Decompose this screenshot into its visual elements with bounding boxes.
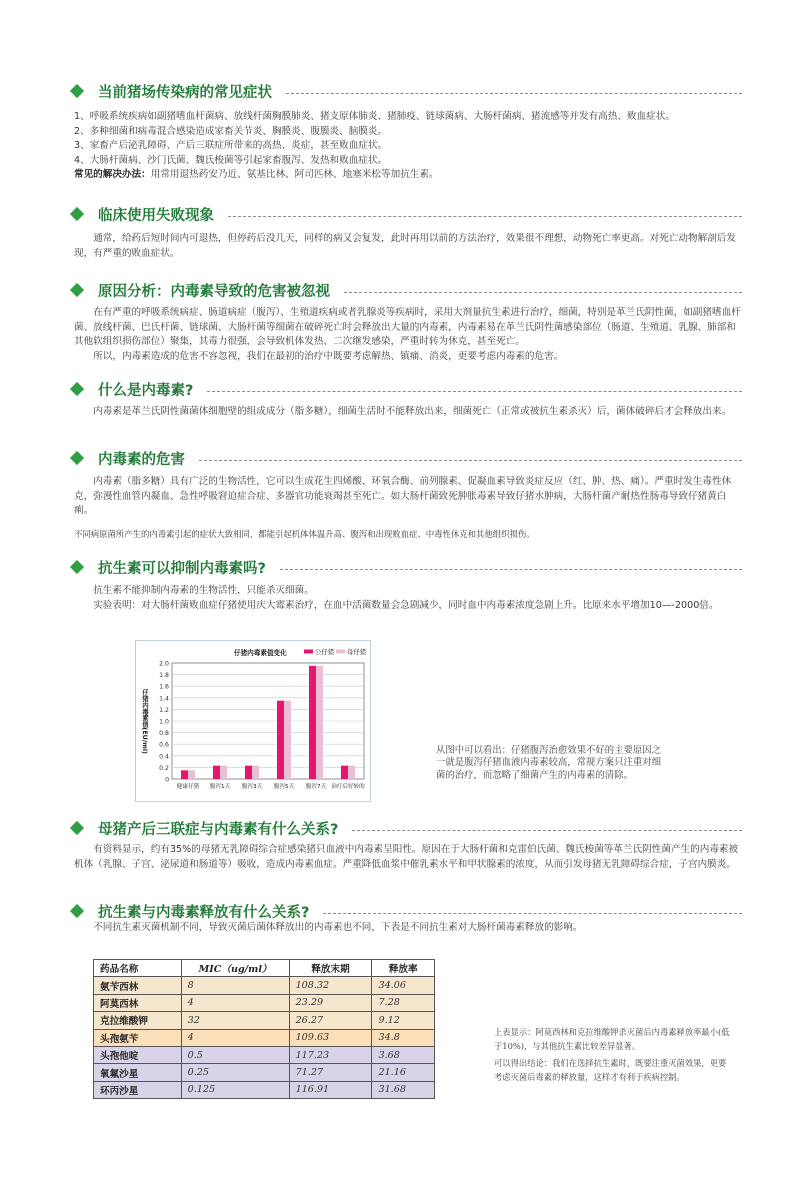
diamond-bullet-icon: [70, 904, 84, 918]
bar: [213, 766, 220, 779]
chart-caption: 从图中可以看出：仔猪腹泻治愈效果不好的主要原因之一就是腹泻仔猪血液内毒素较高，常规方案只注重对细菌的治疗，而忽略了细菌产生的内毒素的清除。: [436, 745, 662, 781]
diamond-bullet-icon: [70, 821, 84, 835]
table-row: [94, 977, 435, 994]
drug-name-cell: 头孢他啶: [94, 1046, 182, 1063]
x-category-label: 健康仔猪: [176, 784, 200, 790]
dashed-divider: [280, 569, 742, 570]
mic-cell: 0.25: [181, 1064, 289, 1081]
symptom-line: 3、家畜产后泌乳障碍、产后三联症所带来的高热、炎症，甚至败血症状。: [74, 140, 388, 152]
diamond-bullet-icon: [70, 382, 84, 396]
section-title: 抗生素可以抑制内毒素吗?: [98, 560, 266, 577]
release-end-cell: 116.91: [289, 1081, 372, 1098]
dashed-divider: [344, 292, 742, 293]
table-row: [94, 994, 435, 1011]
diamond-bullet-icon: [70, 451, 84, 465]
release-rate-cell: 9.12: [372, 1012, 435, 1029]
x-category-label: 腹泻3天: [241, 784, 263, 790]
release-rate-cell: 34.8: [372, 1029, 435, 1046]
dashed-divider: [286, 93, 742, 94]
table-body: [94, 977, 435, 1099]
section-body: [74, 475, 742, 541]
section-body: [74, 110, 742, 183]
section-heading: [72, 556, 742, 578]
y-tick-label: 0.6: [159, 741, 169, 749]
paragraph: 抗生素不能抑制内毒素的生物活性，只能杀灭细菌。: [93, 585, 314, 596]
y-tick-label: 1.8: [159, 672, 169, 680]
section-body: [74, 306, 742, 364]
section-title: 当前猪场传染病的常见症状: [98, 84, 272, 101]
section-heading: [72, 817, 742, 839]
mic-cell: 0.125: [181, 1081, 289, 1098]
paragraph: 内毒素（脂多糖）具有广泛的生物活性，它可以生成花生四烯酸、环氧合酶、前列腺素、促凝血素导致炎症反应（红、肿、热、痛）。严重时发生毒性休克，弥漫性血管内凝血、急性呼吸窘迫症合症、多器官功能衰竭甚至死亡。如大肠杆菌致死肿胀毒素导致仔猪水肿病，大肠杆菌产耐热性肠毒导致仔猪黄白痢。: [74, 476, 732, 517]
bar: [252, 766, 259, 779]
release-end-cell: 71.27: [289, 1064, 372, 1081]
endotoxin-bar-chart: [135, 640, 371, 802]
mic-cell: 0.5: [181, 1046, 289, 1063]
paragraph: 所以，内毒素造成的危害不容忽视，我们在最初的治疗中既要考虑解热、镇痛、消炎，更要考虑内毒素的危害。: [93, 350, 564, 362]
table-note: 上表显示：阿莫西林和克拉维酸钾杀灭菌后内毒素释放率最小(低于10%)，与其他抗生素比较差异显著。: [494, 1027, 730, 1051]
mic-cell: 4: [181, 994, 289, 1011]
section-body: [74, 921, 742, 936]
y-tick-label: 1.2: [159, 706, 169, 714]
drug-name-cell: 阿莫西林: [94, 994, 182, 1011]
release-rate-cell: 21.16: [372, 1064, 435, 1081]
section-heading: [72, 447, 742, 469]
symptom-line: 1、呼吸系统疾病如副猪嗜血杆菌病、放线杆菌胸膜肺炎、猪支原体肺炎、猪肺疫、链球菌病、大肠杆菌病、猪流感等并发有高热、败血症状。: [74, 111, 675, 122]
bar: [245, 766, 252, 779]
mic-cell: 32: [181, 1012, 289, 1029]
table-row: [94, 1081, 435, 1098]
paragraph: 不同抗生素灭菌机制不同，导致灭菌后菌体释放出的内毒素也不同，下表是不同抗生素对大肠杆菌毒素释放的影响。: [93, 922, 583, 933]
x-category-label: 腹泻5天: [273, 784, 295, 790]
bar: [341, 766, 348, 779]
section-title: 临床使用失败现象: [98, 207, 214, 224]
dashed-divider: [228, 216, 742, 217]
y-tick-label: 1.6: [159, 683, 169, 691]
bar: [284, 701, 291, 779]
drug-name-cell: 克拉维酸钾: [94, 1012, 182, 1029]
bar: [188, 770, 195, 779]
table-header: 药品名称: [94, 960, 182, 977]
release-end-cell: 23.29: [289, 994, 372, 1011]
bar: [348, 766, 355, 779]
bar: [220, 766, 227, 779]
y-tick-label: 0: [165, 776, 169, 784]
release-rate-cell: 31.68: [372, 1081, 435, 1098]
dashed-divider: [207, 391, 742, 392]
diamond-bullet-icon: [70, 84, 84, 98]
release-end-cell: 108.32: [289, 977, 372, 994]
release-end-cell: 117.23: [289, 1046, 372, 1063]
bar: [181, 770, 188, 779]
solution-line: [74, 168, 742, 183]
paragraph: 内毒素是革兰氏阴性菌菌体细胞壁的组成成分（脂多糖），细菌生活时不能释放出来，细菌死亡（正常或被抗生素杀灭）后，菌体破碎后才会释放出来。: [93, 406, 732, 417]
x-category-label: 腹泻7天: [305, 784, 327, 790]
y-tick-label: 1.0: [159, 718, 169, 726]
table-header: MIC（ug/ml）: [181, 960, 289, 977]
chart-title: 仔猪内毒素值变化: [234, 649, 287, 657]
paragraph: 通常，给药后短时间内可退热，但停药后没几天，同样的病又会复发，此时再用以前的方法治疗，效果很不理想，动物死亡率更高。对死亡动物解剖后发现，有严重的败血症状。: [74, 233, 736, 259]
section-heading: [72, 203, 742, 225]
dashed-divider: [199, 460, 742, 461]
section-title: 母猪产后三联症与内毒素有什么关系?: [98, 821, 339, 838]
mic-cell: 4: [181, 1029, 289, 1046]
section-body: [74, 232, 742, 261]
solution-label: 常见的解决办法：: [74, 169, 151, 181]
italic-note: 不同病原菌所产生的内毒素引起的症状大致相同，都能引起机体体温升高、腹泻和出现败血症、中毒性休克和其他组织损伤。: [74, 528, 535, 539]
diamond-bullet-icon: [70, 207, 84, 221]
paragraph: 有资料显示，约有35%的母猪无乳障碍综合症感染猪只血液中内毒素呈阳性。原因在于大肠杆菌和克雷伯氏菌、魏氏梭菌等革兰氏阴性菌产生的内毒素被机体（乳腺、子宫、泌尿道和肠道等）吸收，造成内毒素血症。严重降低血浆中催乳素水平和甲状腺素的浓度，从而引发母猪无乳障碍综合症，子宫内膜炎。: [74, 844, 739, 870]
mic-cell: 8: [181, 977, 289, 994]
drug-name-cell: 环丙沙星: [94, 1081, 182, 1098]
antibiotic-endotoxin-table: [93, 959, 435, 1099]
legend-swatch: [336, 650, 345, 654]
table-note: 可以得出结论：我们在选择抗生素时，既要注重灭菌效果，更要考虑灭菌后毒素的释放量，这样才有利于疾病控制。: [494, 1058, 727, 1082]
table-row: [94, 1046, 435, 1063]
dashed-divider: [352, 830, 742, 831]
drug-name-cell: 氨苄西林: [94, 977, 182, 994]
table-header: 释放末期: [289, 960, 372, 977]
legend-swatch: [304, 650, 313, 654]
bar: [316, 666, 323, 779]
section-heading: [72, 80, 742, 102]
x-category-label: 治疗后好转的: [331, 784, 365, 790]
legend-label: 母仔猪: [347, 648, 367, 656]
dashed-divider: [323, 913, 742, 914]
bar: [309, 666, 316, 779]
symptom-line: 2、多种细菌和病毒混合感染造成家畜关节炎、胸膜炎、腹膜炎、脑膜炎。: [74, 125, 388, 137]
table-row: [94, 1064, 435, 1081]
section-body: [74, 405, 742, 420]
diamond-bullet-icon: [70, 283, 84, 297]
y-tick-label: 1.4: [159, 695, 169, 703]
release-rate-cell: 3.68: [372, 1046, 435, 1063]
solution-text: 用常用退热药安乃近、氨基比林、阿司匹林、地塞米松等加抗生素。: [150, 169, 439, 181]
bar: [277, 701, 284, 779]
y-tick-label: 0.2: [159, 764, 169, 772]
drug-name-cell: 氧氟沙星: [94, 1064, 182, 1081]
legend-label: 公仔猪: [315, 648, 335, 656]
table-header-row: [94, 960, 435, 977]
x-category-label: 腹泻1天: [209, 784, 231, 790]
section-heading: [72, 378, 742, 400]
section-title: 内毒素的危害: [98, 451, 185, 468]
section-title: 什么是内毒素?: [98, 382, 194, 399]
table-header: 释放率: [372, 960, 435, 977]
section-heading: [72, 279, 742, 301]
table-caption: [494, 1026, 730, 1088]
chart-svg: [136, 641, 370, 801]
section-body: [74, 584, 742, 613]
diamond-bullet-icon: [70, 560, 84, 574]
release-rate-cell: 34.06: [372, 977, 435, 994]
y-tick-label: 0.8: [159, 730, 169, 738]
y-tick-label: 0.4: [159, 753, 169, 761]
paragraph: 实验表明：对大肠杆菌败血症仔猪使用庆大霉素治疗，在血中活菌数量会急剧减少，同时血中内毒素浓度急剧上升。比原来水平增加10—-2000倍。: [93, 599, 719, 611]
y-tick-label: 2.0: [159, 660, 169, 668]
release-rate-cell: 7.28: [372, 994, 435, 1011]
paragraph: 在有严重的呼吸系统病症、肠道病症（腹泻）、生殖道疾病或者乳腺炎等疾病时，采用大剂量抗生素进行治疗，细菌，特别是革兰氏阴性菌，如副猪嗜血杆菌、放线杆菌、巴氏杆菌、链球菌、大肠杆菌等细菌在破碎死亡时会释放出大量的内毒素，内毒素易在革兰氏阴性菌感染部位（肠道、生殖道、乳腺、肺部和其他软组织损伤部位）聚集，其毒力很强，会导致机体发热、二次继发感染，严重时转为休克，甚至死亡。: [74, 307, 741, 348]
section-title: 原因分析：内毒素导致的危害被忽视: [98, 283, 330, 300]
section-heading: [72, 900, 742, 922]
drug-name-cell: 头孢氨苄: [94, 1029, 182, 1046]
symptom-line: 4、大肠杆菌病、沙门氏菌、魏氏梭菌等引起家畜腹泻、发热和败血症状。: [74, 154, 388, 166]
table-row: [94, 1012, 435, 1029]
release-end-cell: 26.27: [289, 1012, 372, 1029]
release-end-cell: 109.63: [289, 1029, 372, 1046]
y-axis-label: 仔猪内毒素值(EU/ml): [141, 689, 149, 754]
table-row: [94, 1029, 435, 1046]
section-title: 抗生素与内毒素释放有什么关系?: [98, 904, 310, 921]
section-body: [74, 843, 742, 872]
